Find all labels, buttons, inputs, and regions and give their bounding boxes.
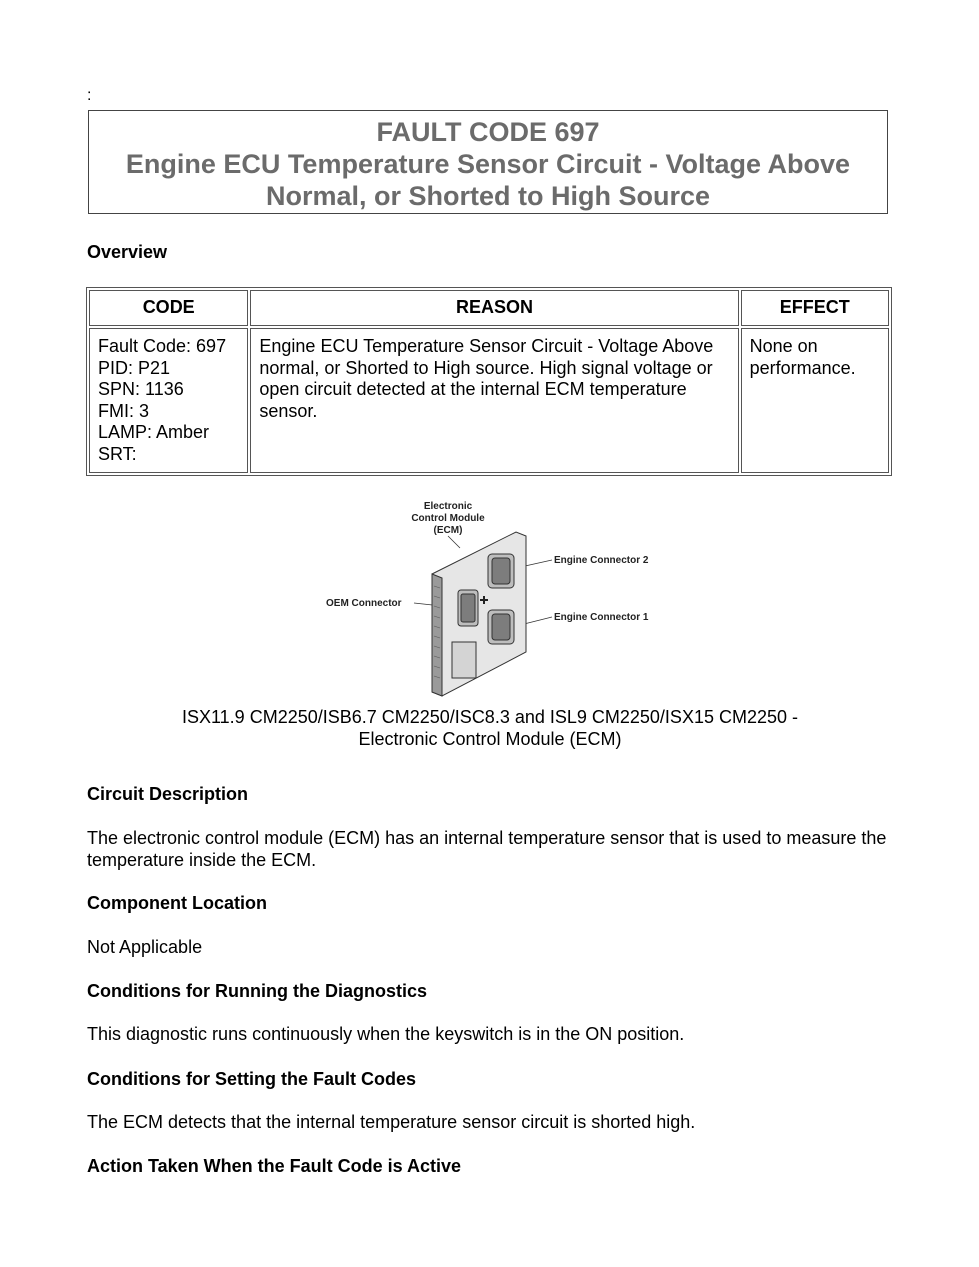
figure-caption	[100, 706, 880, 750]
conditions-running-heading: Conditions for Running the Diagnostics	[87, 981, 427, 1001]
code-fmi: FMI: 3	[98, 400, 150, 421]
action-taken-heading: Action Taken When the Fault Code is Active	[87, 1156, 462, 1176]
conditions-setting-heading: Conditions for Setting the Fault Codes	[87, 1069, 416, 1089]
figure-caption-line2: Electronic Control Module (ECM)	[358, 729, 622, 749]
component-location-heading: Component Location	[87, 893, 267, 913]
conditions-running-text: This diagnostic runs continuously when the keyswitch is in the ON position.	[87, 1024, 685, 1044]
fault-code-subtitle-line2: Normal, or Shorted to High Source	[265, 181, 711, 211]
figure-caption-line1: ISX11.9 CM2250/ISB6.7 CM2250/ISC8.3 and ISL9 CM2250/ISX15 CM2250 -	[181, 707, 799, 727]
engine-connector-2-label: Engine Connector 2	[554, 555, 649, 566]
component-location-text: Not Applicable	[87, 937, 203, 957]
oem-connector-label: OEM Connector	[326, 598, 402, 609]
code-pid: PID: P21	[98, 357, 171, 378]
ecm-label-line3: (ECM)	[433, 525, 463, 536]
fault-code-title-box	[88, 110, 888, 214]
overview-heading: Overview	[87, 242, 168, 262]
conditions-setting-text: The ECM detects that the internal temperature sensor circuit is shorted high.	[87, 1112, 696, 1132]
table-row	[89, 328, 889, 473]
fault-code-title: FAULT CODE 697	[376, 117, 600, 147]
code-fault-code: Fault Code: 697	[98, 336, 227, 356]
effect-cell: None on performance.	[741, 328, 889, 473]
circuit-description-text: The electronic control module (ECM) has an internal temperature sensor that is used to measure the temperature inside the ECM.	[87, 828, 887, 870]
ecm-label-line1: Electronic	[423, 501, 473, 512]
header-effect: EFFECT	[741, 290, 889, 326]
engine-connector-1-label: Engine Connector 1	[554, 612, 649, 623]
table-header-row	[89, 290, 889, 326]
leading-colon: :	[87, 87, 92, 104]
overview-table	[86, 287, 892, 476]
reason-cell: Engine ECU Temperature Sensor Circuit - Voltage Above normal, or Shorted to High source. High signal voltage or open circuit detected at the internal ECM temperature sensor.	[250, 328, 738, 473]
ecm-label-line2: Control Module	[411, 513, 485, 524]
code-cell	[89, 328, 248, 473]
header-reason: REASON	[250, 290, 738, 326]
ecm-diagram	[320, 496, 700, 706]
header-code: CODE	[89, 290, 248, 326]
fault-code-subtitle-line1: Engine ECU Temperature Sensor Circuit - Voltage Above	[125, 149, 851, 179]
ecm-module-drawing	[432, 532, 526, 696]
code-srt: SRT:	[98, 443, 137, 464]
circuit-description-heading: Circuit Description	[87, 784, 249, 804]
code-spn: SPN: 1136	[98, 379, 184, 399]
code-lamp: LAMP: Amber	[98, 422, 210, 442]
